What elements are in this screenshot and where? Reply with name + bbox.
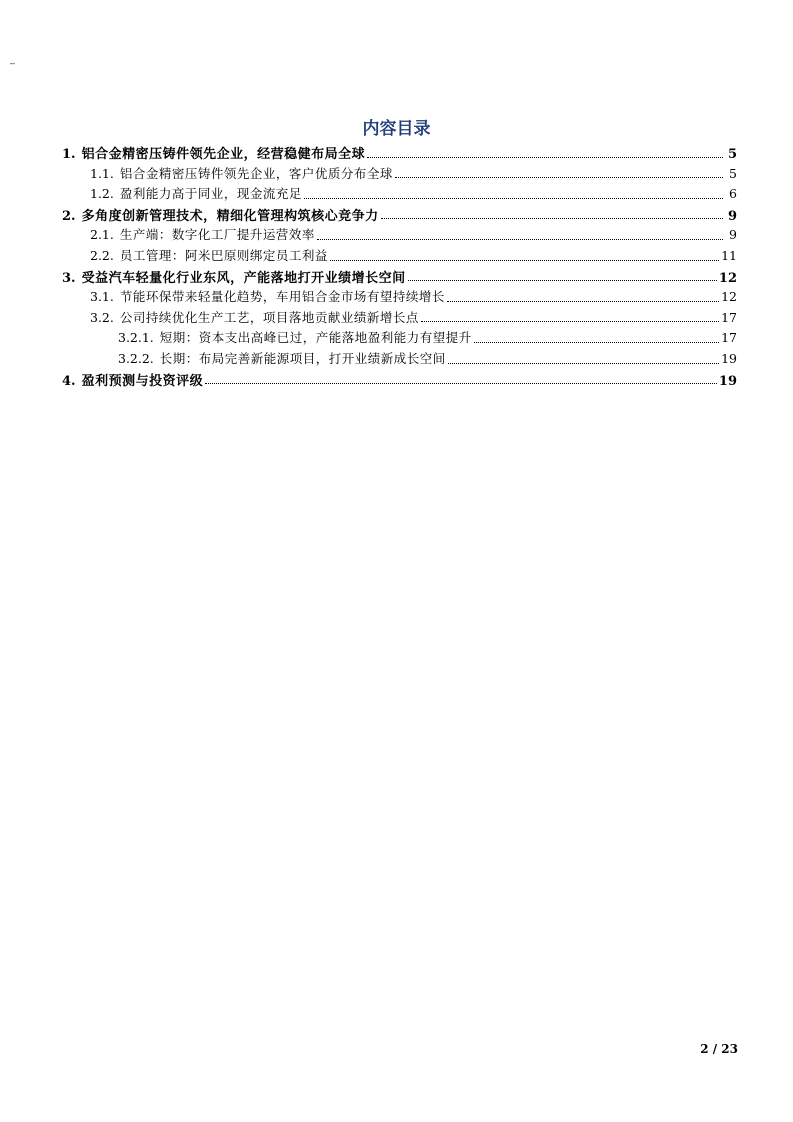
toc-entry-page: 9 [727,208,737,224]
toc-entry-title: 长期：布局完善新能源项目，打开业绩新成长空间 [159,350,446,366]
toc-entry-number: 3.1. [90,289,114,305]
toc-entry[interactable] [62,143,737,164]
toc-entry[interactable] [62,184,737,205]
toc-leader-dots [448,363,719,364]
toc-entry-number: 2.1. [90,227,114,243]
toc-entry-number: 3.2. [90,309,114,325]
toc-entry-page: 19 [718,373,737,389]
toc-entry-number: 1. [62,147,76,162]
toc-entry-title: 员工管理：阿米巴原则绑定员工利益 [119,247,328,263]
toc-entry-title: 铝合金精密压铸件领先企业，经营稳健布局全球 [81,147,366,162]
toc-entry[interactable] [62,205,737,226]
toc-entry-page: 19 [721,350,737,366]
toc-leader-dots [317,239,723,240]
toc-entry-title: 受益汽车轻量化行业东风，产能落地打开业绩增长空间 [81,270,406,286]
toc-entry-title: 节能环保带来轻量化趋势，车用铝合金市场有望持续增长 [119,289,445,305]
toc-leader-dots [381,218,723,219]
toc-leader-dots [408,280,717,281]
toc-entry-number: 1.1. [90,165,114,181]
toc-entry[interactable] [62,246,737,267]
toc-entry[interactable] [62,225,737,246]
table-of-contents [62,143,737,390]
toc-entry-page: 5 [729,165,737,181]
toc-entry[interactable] [62,370,737,391]
corner-mark: – [10,58,16,68]
toc-entry-number: 4. [62,373,76,389]
toc-entry-page: 12 [718,270,737,286]
page-title: 内容目录 [362,119,431,139]
toc-leader-dots [330,260,719,261]
toc-entry-page: 11 [721,247,737,263]
toc-entry-title: 铝合金精密压铸件领先企业，客户优质分布全球 [119,165,393,181]
toc-entry-page: 6 [729,186,737,202]
toc-entry[interactable] [62,287,737,308]
toc-leader-dots [447,301,719,302]
toc-entry[interactable] [62,308,737,329]
page-number: 2 / 23 [700,1042,738,1056]
toc-entry-page: 17 [721,309,737,325]
toc-entry-number: 2. [62,208,76,224]
toc-entry[interactable] [62,349,737,370]
toc-entry-number: 3.2.1. [118,330,154,346]
toc-leader-dots [474,342,719,343]
toc-leader-dots [304,198,723,199]
toc-entry[interactable] [62,328,737,349]
toc-entry-page: 12 [721,289,737,305]
toc-entry-number: 3.2.2. [118,350,154,366]
toc-entry-number: 1.2. [90,186,114,202]
toc-leader-dots [395,177,723,178]
toc-entry-title: 盈利预测与投资评级 [81,373,204,389]
toc-entry[interactable] [62,164,737,185]
toc-entry-title: 多角度创新管理技术，精细化管理构筑核心竞争力 [81,208,379,224]
toc-entry-title: 盈利能力高于同业，现金流充足 [119,186,302,202]
toc-entry-number: 2.2. [90,247,114,263]
toc-entry-number: 3. [62,270,76,286]
toc-entry-title: 公司持续优化生产工艺，项目落地贡献业绩新增长点 [119,309,419,325]
toc-leader-dots [205,383,717,384]
toc-entry-page: 5 [727,147,737,162]
toc-leader-dots [367,157,723,158]
toc-entry-page: 9 [729,227,737,243]
toc-entry-title: 生产端：数字化工厂提升运营效率 [119,227,315,243]
toc-entry[interactable] [62,267,737,288]
toc-entry-title: 短期：资本支出高峰已过，产能落地盈利能力有望提升 [159,330,472,346]
toc-leader-dots [421,321,719,322]
toc-entry-page: 17 [721,330,737,346]
